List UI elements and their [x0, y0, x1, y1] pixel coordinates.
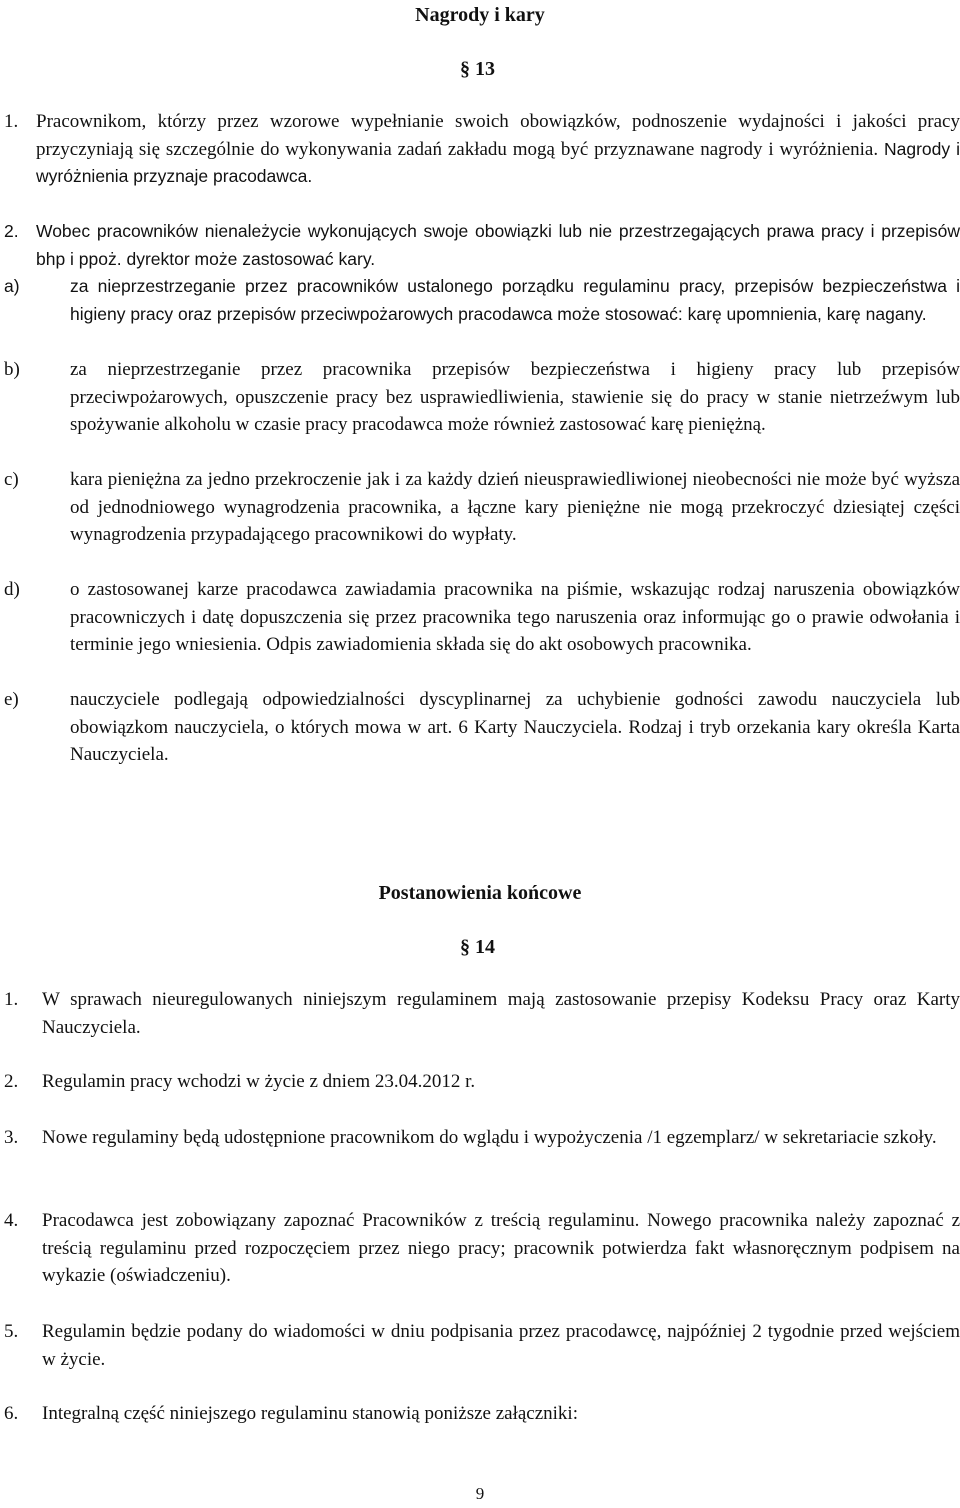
- item-2-text: Wobec pracowników nienależycie wykonujących swoje obowiązki lub nie przestrzegających prawa pracy i przepisów bhp i ppoż. dyrektor może zastosować kary.: [36, 221, 960, 269]
- subitem-a-text: za nieprzestrzeganie przez pracowników ustalonego porządku regulaminu pracy, przepisów bezpieczeństwa i higieny pracy oraz przepisów przeciwpożarowych pracodawca może stosować: karę upomnienia, karę nagany.: [70, 276, 960, 324]
- final-item-1-text: W sprawach nieuregulowanych niniejszym regulaminem mają zastosowanie przepisy Kodeksu Pracy oraz Karty Nauczyciela.: [42, 989, 960, 1038]
- subitem-c-label: c): [4, 469, 19, 490]
- final-item-2-text: Regulamin pracy wchodzi w życie z dniem 23.04.2012 r.: [42, 1071, 476, 1092]
- final-item-3-number: 3.: [4, 1127, 19, 1148]
- final-item-5-number: 5.: [4, 1321, 19, 1342]
- subitem-b-label: b): [4, 359, 20, 380]
- final-item-6-number: 6.: [4, 1403, 19, 1424]
- section-heading-postanowienia-koncowe: Postanowienia końcowe: [378, 882, 582, 904]
- section-heading-nagrody-i-kary: Nagrody i kary: [415, 4, 545, 26]
- subitem-c-text: kara pieniężna za jedno przekroczenie jak i za każdy dzień nieusprawiedliwionej nieobecności nie może być wyższa od jednodniowego wynagrodzenia pracownika, a łączne kary pieniężne nie mogą przekroczyć dziesiątej części wynagrodzenia przypadającego pracownikowi do wypłaty.: [70, 469, 960, 545]
- subitem-b-text: za nieprzestrzeganie przez pracownika przepisów bezpieczeństwa i higieny pracy lub przepisów przeciwpożarowych, opuszczenie pracy bez usprawiedliwienia, stawienie się do pracy w stanie nietrzeźwym lub spożywanie alkoholu w czasie pracy pracodawca może również zastosować karę pieniężną.: [70, 359, 960, 435]
- subitem-e-text: nauczyciele podlegają odpowiedzialności dyscyplinarnej za uchybienie godności zawodu nauczyciela lub obowiązkom nauczyciela, o których mowa w art. 6 Karty Nauczyciela. Rodzaj i tryb orzekania kary określa Karta Nauczyciela.: [70, 689, 960, 765]
- final-item-2-number: 2.: [4, 1071, 19, 1092]
- subitem-d-label: d): [4, 579, 20, 600]
- paragraph-14: § 14: [460, 936, 495, 958]
- subitem-e-label: e): [4, 689, 19, 710]
- item-1-text-sans: Nagrody i wyróżnienia przyznaje pracodawca.: [36, 138, 960, 186]
- item-1-number: 1.: [4, 111, 19, 132]
- final-item-6-text: Integralną część niniejszego regulaminu stanowią poniższe załączniki:: [42, 1403, 578, 1424]
- item-1-text: [36, 108, 960, 191]
- final-item-5-text: Regulamin będzie podany do wiadomości w dniu podpisania przez pracodawcę, najpóźniej 2 tygodnie przed wejściem w życie.: [42, 1321, 960, 1370]
- final-item-4-number: 4.: [4, 1210, 19, 1231]
- page-number: 9: [475, 1484, 485, 1503]
- item-1-text-serif: Pracownikom, którzy przez wzorowe wypełnianie swoich obowiązków, podnoszenie wydajności i jakości pracy przyczyniają się szczególnie do wykonywania zadań zakładu mogą być przyznawane nagrody i wyróżnienia.: [36, 111, 960, 160]
- final-item-4-text: Pracodawca jest zobowiązany zapoznać Pracowników z treścią regulaminu. Nowego pracownika należy zapoznać z treścią regulaminu przed rozpoczęciem przez niego pracy; pracownik potwierdza fakt własnoręcznym podpisem na wykazie (oświadczeniu).: [42, 1210, 960, 1286]
- paragraph-13: § 13: [460, 58, 495, 80]
- final-item-1-number: 1.: [4, 989, 19, 1010]
- final-item-3-text: Nowe regulaminy będą udostępnione pracownikom do wglądu i wypożyczenia /1 egzemplarz/ w sekretariacie szkoły.: [42, 1127, 937, 1148]
- item-2-number: 2.: [4, 221, 19, 241]
- subitem-a-label: a): [4, 276, 20, 296]
- subitem-d-text: o zastosowanej karze pracodawca zawiadamia pracownika na piśmie, wskazując rodzaj naruszenia obowiązków pracowniczych i datę dopuszczenia się przez pracownika tego naruszenia oraz informując go o prawie odwołania i terminie jego wniesienia. Odpis zawiadomienia składa się do akt osobowych pracownika.: [70, 579, 960, 655]
